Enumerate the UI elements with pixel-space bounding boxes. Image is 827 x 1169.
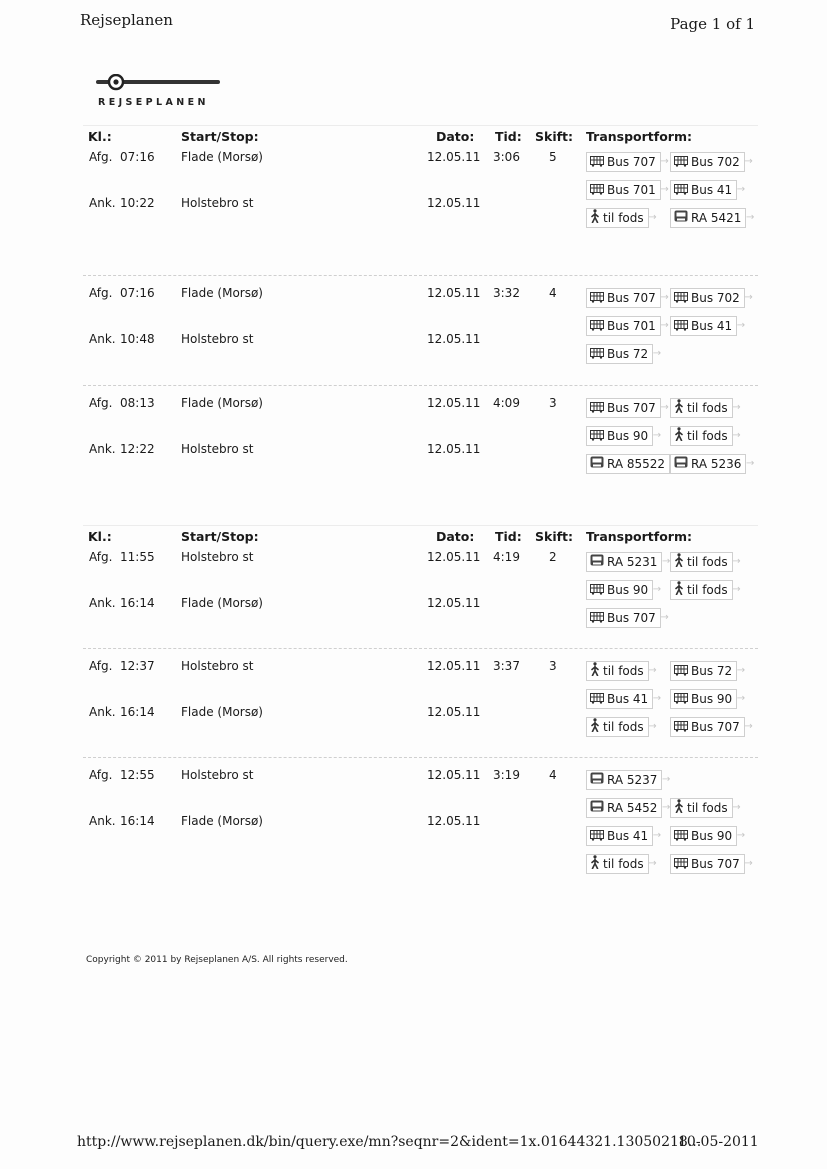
arrival-date: 12.05.11	[427, 196, 481, 210]
col-stop: Start/Stop:	[181, 129, 259, 144]
leg-chip-train[interactable]	[670, 454, 755, 474]
arrival-stop: Holstebro st	[181, 332, 254, 346]
print-header-page: Page 1 of 1	[670, 15, 755, 33]
arrival-time: 10:48	[120, 332, 155, 346]
leg-chip-train[interactable]	[586, 770, 671, 790]
leg-arrow-icon: →	[652, 430, 662, 441]
leg-arrow-icon: →	[648, 212, 657, 223]
leg-label: Bus 707	[691, 720, 740, 734]
leg-chip-bus[interactable]	[586, 316, 669, 336]
departure-date: 12.05.11	[427, 768, 481, 782]
bus-icon	[590, 400, 604, 418]
departure-time: 07:16	[120, 150, 155, 164]
train-icon	[674, 210, 688, 228]
bus-icon	[590, 610, 604, 628]
bus-icon	[674, 663, 688, 681]
leg-label: Bus 707	[607, 155, 656, 169]
arrival-stop: Holstebro st	[181, 196, 254, 210]
arrival-label: Ank.	[89, 814, 116, 828]
walk-icon	[590, 209, 600, 228]
arrival-stop: Holstebro st	[181, 442, 254, 456]
arrival-stop: Flade (Morsø)	[181, 705, 263, 719]
trip-divider	[83, 757, 758, 758]
arrival-stop: Flade (Morsø)	[181, 596, 263, 610]
trip-row[interactable]	[83, 547, 758, 659]
leg-label: Bus 41	[691, 183, 733, 197]
leg-arrow-icon: →	[662, 556, 671, 567]
bus-icon	[674, 318, 688, 336]
leg-label: Bus 72	[691, 664, 733, 678]
col-time: Kl.:	[88, 529, 112, 544]
departure-time: 07:16	[120, 286, 155, 300]
arrival-date: 12.05.11	[427, 332, 481, 346]
leg-chip-walk[interactable]	[586, 854, 657, 874]
departure-date: 12.05.11	[427, 396, 481, 410]
leg-label: RA 5236	[691, 457, 742, 471]
departure-stop: Holstebro st	[181, 550, 254, 564]
leg-chip-bus[interactable]	[586, 180, 669, 200]
leg-arrow-icon: →	[732, 402, 741, 413]
leg-arrow-icon: →	[736, 320, 746, 331]
trip-changes: 3	[549, 396, 557, 410]
trip-row[interactable]	[83, 656, 758, 768]
trip-duration: 3:32	[493, 286, 520, 300]
trip-duration: 4:09	[493, 396, 520, 410]
leg-chip-walk[interactable]	[670, 426, 741, 446]
trip-row[interactable]	[83, 283, 758, 395]
leg-chip-bus[interactable]	[670, 717, 753, 737]
leg-arrow-icon: →	[736, 693, 746, 704]
leg-arrow-icon: →	[648, 858, 657, 869]
train-icon	[590, 800, 604, 818]
leg-arrow-icon: →	[732, 584, 741, 595]
departure-date: 12.05.11	[427, 659, 481, 673]
col-stop: Start/Stop:	[181, 529, 259, 544]
leg-arrow-icon: →	[660, 156, 669, 167]
leg-label: til fods	[687, 429, 728, 443]
leg-arrow-icon: →	[652, 830, 662, 841]
col-transport: Transportform:	[586, 529, 692, 544]
leg-arrow-icon: →	[732, 430, 741, 441]
col-time: Kl.:	[88, 129, 112, 144]
trip-duration: 3:19	[493, 768, 520, 782]
leg-arrow-icon: →	[652, 348, 662, 359]
arrival-date: 12.05.11	[427, 596, 481, 610]
leg-label: RA 5237	[607, 773, 658, 787]
leg-chip-walk[interactable]	[670, 552, 741, 572]
walk-icon	[674, 581, 684, 600]
walk-icon	[674, 799, 684, 818]
departure-time: 11:55	[120, 550, 155, 564]
leg-arrow-icon: →	[660, 402, 669, 413]
leg-chip-train[interactable]	[670, 208, 755, 228]
leg-label: Bus 90	[607, 429, 649, 443]
leg-chip-bus[interactable]	[670, 826, 746, 846]
departure-stop: Flade (Morsø)	[181, 150, 263, 164]
leg-chip-bus[interactable]	[586, 689, 662, 709]
leg-label: Bus 702	[691, 291, 740, 305]
leg-arrow-icon: →	[744, 292, 753, 303]
leg-chip-bus[interactable]	[586, 608, 669, 628]
bus-icon	[674, 719, 688, 737]
train-icon	[590, 554, 604, 572]
trip-changes: 5	[549, 150, 557, 164]
leg-label: Bus 90	[691, 692, 733, 706]
leg-label: Bus 41	[607, 829, 649, 843]
leg-label: Bus 707	[607, 291, 656, 305]
leg-arrow-icon: →	[736, 830, 746, 841]
table-header	[83, 125, 758, 148]
departure-date: 12.05.11	[427, 550, 481, 564]
leg-arrow-icon: →	[662, 774, 671, 785]
leg-chip-walk[interactable]	[586, 661, 657, 681]
leg-chip-bus[interactable]	[586, 580, 662, 600]
leg-arrow-icon: →	[660, 320, 669, 331]
leg-arrow-icon: →	[746, 212, 755, 223]
arrival-date: 12.05.11	[427, 705, 481, 719]
arrival-label: Ank.	[89, 596, 116, 610]
departure-label: Afg.	[89, 396, 113, 410]
departure-date: 12.05.11	[427, 286, 481, 300]
bus-icon	[674, 182, 688, 200]
col-transport: Transportform:	[586, 129, 692, 144]
trip-divider	[83, 648, 758, 649]
leg-label: RA 85522	[607, 457, 666, 471]
walk-icon	[590, 718, 600, 737]
leg-label: til fods	[603, 664, 644, 678]
leg-arrow-icon: →	[662, 802, 671, 813]
leg-chip-train[interactable]	[586, 798, 671, 818]
leg-chip-bus[interactable]	[670, 152, 753, 172]
departure-stop: Flade (Morsø)	[181, 286, 263, 300]
leg-arrow-icon: →	[732, 802, 741, 813]
leg-label: Bus 90	[607, 583, 649, 597]
leg-chip-bus[interactable]	[670, 661, 746, 681]
leg-arrow-icon: →	[652, 693, 662, 704]
trip-changes: 4	[549, 286, 557, 300]
trip-row[interactable]	[83, 147, 758, 259]
leg-chip-bus[interactable]	[586, 344, 662, 364]
leg-chip-walk[interactable]	[586, 208, 657, 228]
copyright-notice: Copyright © 2011 by Rejseplanen A/S. All rights reserved.	[86, 955, 348, 965]
leg-arrow-icon: →	[744, 156, 753, 167]
departure-stop: Holstebro st	[181, 768, 254, 782]
leg-chip-bus[interactable]	[586, 398, 669, 418]
trip-duration: 3:37	[493, 659, 520, 673]
trip-changes: 4	[549, 768, 557, 782]
trip-duration: 4:19	[493, 550, 520, 564]
arrival-label: Ank.	[89, 196, 116, 210]
col-date: Dato:	[436, 129, 475, 144]
leg-arrow-icon: →	[652, 584, 662, 595]
leg-label: til fods	[603, 211, 644, 225]
departure-label: Afg.	[89, 550, 113, 564]
leg-label: Bus 707	[607, 611, 656, 625]
departure-label: Afg.	[89, 286, 113, 300]
print-footer-url: http://www.rejseplanen.dk/bin/query.exe/mn?seqnr=2&ident=1x.01644321.13050218...	[77, 1134, 702, 1150]
print-header-site: Rejseplanen	[80, 11, 173, 29]
leg-arrow-icon: →	[660, 612, 669, 623]
col-date: Dato:	[436, 529, 475, 544]
arrival-time: 16:14	[120, 705, 155, 719]
arrival-time: 16:14	[120, 814, 155, 828]
arrival-date: 12.05.11	[427, 442, 481, 456]
walk-icon	[674, 553, 684, 572]
arrival-time: 16:14	[120, 596, 155, 610]
bus-icon	[674, 290, 688, 308]
leg-arrow-icon: →	[660, 292, 669, 303]
bus-icon	[674, 154, 688, 172]
trip-row[interactable]	[83, 765, 758, 877]
leg-label: Bus 41	[607, 692, 649, 706]
col-duration: Tid:	[495, 129, 522, 144]
departure-time: 12:37	[120, 659, 155, 673]
leg-arrow-icon: →	[736, 665, 746, 676]
leg-chip-bus[interactable]	[670, 180, 746, 200]
train-icon	[590, 456, 604, 474]
trip-changes: 2	[549, 550, 557, 564]
logo-track-icon	[96, 74, 221, 96]
col-changes: Skift:	[535, 129, 574, 144]
departure-stop: Flade (Morsø)	[181, 396, 263, 410]
trip-divider	[83, 385, 758, 386]
leg-chip-train[interactable]	[586, 552, 671, 572]
arrival-time: 10:22	[120, 196, 155, 210]
bus-icon	[590, 691, 604, 709]
departure-stop: Holstebro st	[181, 659, 254, 673]
leg-label: Bus 707	[607, 401, 656, 415]
leg-chip-bus[interactable]	[586, 826, 662, 846]
departure-date: 12.05.11	[427, 150, 481, 164]
walk-icon	[590, 662, 600, 681]
departure-time: 08:13	[120, 396, 155, 410]
leg-chip-bus[interactable]	[670, 288, 753, 308]
leg-chip-train[interactable]	[586, 454, 670, 474]
col-changes: Skift:	[535, 529, 574, 544]
walk-icon	[590, 855, 600, 874]
bus-icon	[674, 856, 688, 874]
arrival-label: Ank.	[89, 705, 116, 719]
leg-chip-bus[interactable]	[586, 152, 669, 172]
departure-time: 12:55	[120, 768, 155, 782]
bus-icon	[590, 318, 604, 336]
bus-icon	[674, 691, 688, 709]
leg-chip-bus[interactable]	[670, 854, 753, 874]
trip-row[interactable]	[83, 393, 758, 505]
leg-label: Bus 707	[691, 857, 740, 871]
print-footer-date: 10-05-2011	[678, 1134, 759, 1150]
departure-label: Afg.	[89, 150, 113, 164]
bus-icon	[590, 582, 604, 600]
bus-icon	[590, 290, 604, 308]
train-icon	[590, 772, 604, 790]
leg-arrow-icon: →	[736, 184, 746, 195]
leg-label: RA 5231	[607, 555, 658, 569]
logo-text: REJSEPLANEN	[98, 97, 209, 108]
leg-label: RA 5421	[691, 211, 742, 225]
bus-icon	[590, 828, 604, 846]
leg-label: til fods	[687, 801, 728, 815]
table-header	[83, 525, 758, 548]
leg-label: til fods	[687, 401, 728, 415]
leg-label: Bus 701	[607, 319, 656, 333]
leg-arrow-icon: →	[648, 721, 657, 732]
bus-icon	[590, 154, 604, 172]
leg-chip-bus[interactable]	[586, 426, 662, 446]
leg-label: til fods	[603, 857, 644, 871]
leg-label: Bus 90	[691, 829, 733, 843]
bus-icon	[674, 828, 688, 846]
arrival-time: 12:22	[120, 442, 155, 456]
leg-chip-walk[interactable]	[670, 798, 741, 818]
bus-icon	[590, 346, 604, 364]
trip-divider	[83, 275, 758, 276]
col-duration: Tid:	[495, 529, 522, 544]
bus-icon	[590, 428, 604, 446]
leg-label: RA 5452	[607, 801, 658, 815]
departure-label: Afg.	[89, 659, 113, 673]
leg-arrow-icon: →	[732, 556, 741, 567]
arrival-label: Ank.	[89, 332, 116, 346]
departure-label: Afg.	[89, 768, 113, 782]
leg-arrow-icon: →	[648, 665, 657, 676]
train-icon	[674, 456, 688, 474]
walk-icon	[674, 427, 684, 446]
arrival-label: Ank.	[89, 442, 116, 456]
leg-arrow-icon: →	[746, 458, 755, 469]
leg-label: til fods	[687, 583, 728, 597]
trip-duration: 3:06	[493, 150, 520, 164]
leg-arrow-icon: →	[660, 184, 669, 195]
leg-label: Bus 701	[607, 183, 656, 197]
leg-label: Bus 702	[691, 155, 740, 169]
leg-chip-bus[interactable]	[586, 288, 669, 308]
walk-icon	[674, 399, 684, 418]
arrival-stop: Flade (Morsø)	[181, 814, 263, 828]
leg-chip-walk[interactable]	[670, 398, 741, 418]
arrival-date: 12.05.11	[427, 814, 481, 828]
leg-label: til fods	[687, 555, 728, 569]
trip-changes: 3	[549, 659, 557, 673]
leg-chip-walk[interactable]	[670, 580, 741, 600]
leg-arrow-icon: →	[744, 721, 753, 732]
bus-icon	[590, 182, 604, 200]
leg-arrow-icon: →	[744, 858, 753, 869]
leg-label: Bus 41	[691, 319, 733, 333]
leg-label: Bus 72	[607, 347, 649, 361]
leg-chip-walk[interactable]	[586, 717, 657, 737]
leg-chip-bus[interactable]	[670, 316, 746, 336]
leg-chip-bus[interactable]	[670, 689, 746, 709]
leg-label: til fods	[603, 720, 644, 734]
rejseplanen-logo	[96, 74, 226, 114]
